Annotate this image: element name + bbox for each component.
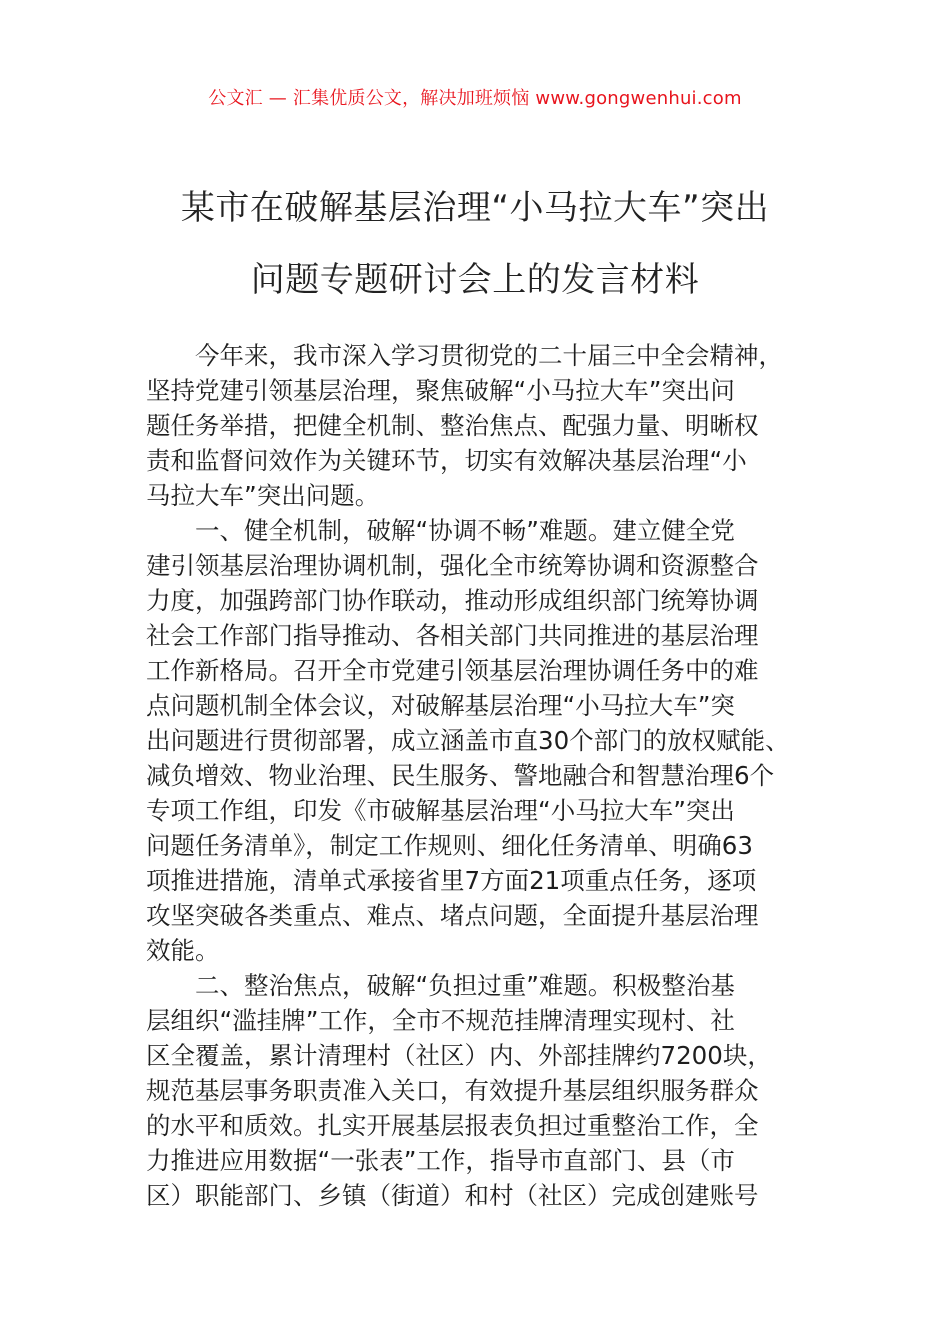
body-line: 项推进措施，清单式承接省里7方面21项重点任务，逐项 xyxy=(146,866,757,895)
body-line: 力度，加强跨部门协作联动，推动形成组织部门统筹协调 xyxy=(146,586,759,615)
body-line: 专项工作组，印发《市破解基层治理“小马拉大车”突出 xyxy=(146,796,735,825)
body-line: 坚持党建引领基层治理，聚焦破解“小马拉大车”突出问 xyxy=(146,376,735,405)
watermark-header: 公文汇 — 汇集优质公文，解决加班烦恼 www.gongwenhui.com xyxy=(208,88,742,109)
body-line: 马拉大车”突出问题。 xyxy=(146,481,380,510)
body-line: 区全覆盖，累计清理村（社区）内、外部挂牌约7200块， xyxy=(146,1041,772,1070)
body-line: 工作新格局。召开全市党建引领基层治理协调任务中的难 xyxy=(146,656,759,685)
body-line: 社会工作部门指导推动、各相关部门共同推进的基层治理 xyxy=(146,621,759,650)
body-line: 点问题机制全体会议，对破解基层治理“小马拉大车”突 xyxy=(146,691,735,720)
body-line: 一、健全机制，破解“协调不畅”难题。建立健全党 xyxy=(195,516,735,545)
body-line: 建引领基层治理协调机制，强化全市统筹协调和资源整合 xyxy=(146,551,759,580)
body-line: 今年来，我市深入学习贯彻党的二十届三中全会精神， xyxy=(195,341,783,370)
body-line: 的水平和质效。扎实开展基层报表负担过重整治工作，全 xyxy=(146,1111,759,1140)
body-line: 效能。 xyxy=(146,936,220,965)
body-line: 二、整治焦点，破解“负担过重”难题。积极整治基 xyxy=(195,971,735,1000)
body-line: 减负增效、物业治理、民生服务、警地融合和智慧治理6个 xyxy=(146,761,775,790)
body-line: 责和监督问效作为关键环节，切实有效解决基层治理“小 xyxy=(146,446,747,475)
body-line: 题任务举措，把健全机制、整治焦点、配强力量、明晰权 xyxy=(146,411,759,440)
body-line: 出问题进行贯彻部署，成立涵盖市直30个部门的放权赋能、 xyxy=(146,726,790,755)
body-line: 力推进应用数据“一张表”工作，指导市直部门、县（市 xyxy=(146,1146,735,1175)
body-line: 层组织“滥挂牌”工作，全市不规范挂牌清理实现村、社 xyxy=(146,1006,735,1035)
document-title-line-1: 某市在破解基层治理“小马拉大车”突出 xyxy=(180,188,770,228)
body-line: 规范基层事务职责准入关口，有效提升基层组织服务群众 xyxy=(146,1076,759,1105)
body-line: 区）职能部门、乡镇（街道）和村（社区）完成创建账号 xyxy=(146,1181,759,1210)
body-line: 攻坚突破各类重点、难点、堵点问题，全面提升基层治理 xyxy=(146,901,759,930)
body-line: 问题任务清单》，制定工作规则、细化任务清单、明确63 xyxy=(146,831,753,860)
document-title-line-2: 问题专题研讨会上的发言材料 xyxy=(250,260,700,300)
